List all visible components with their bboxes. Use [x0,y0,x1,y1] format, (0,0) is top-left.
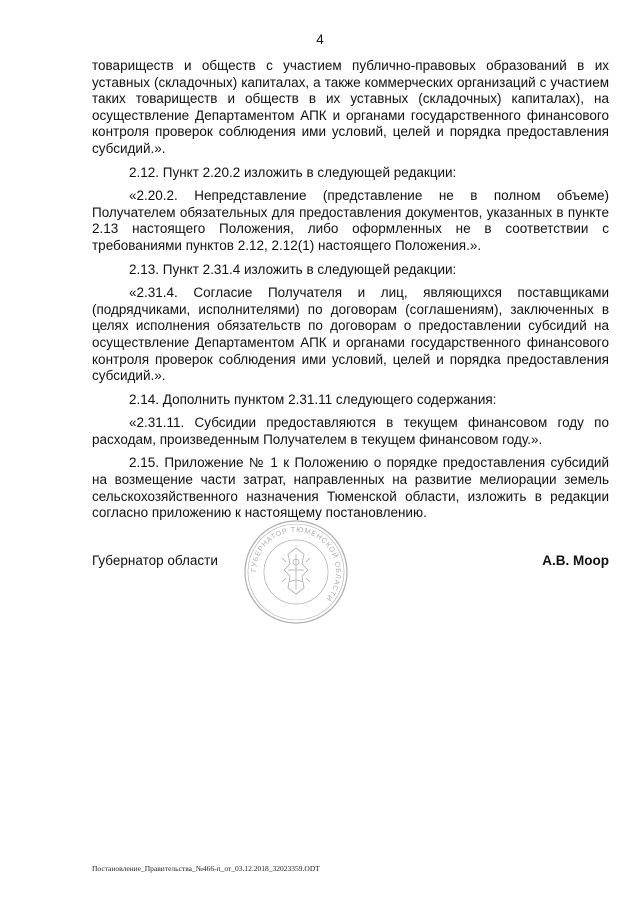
paragraph-quote-2-31-11: «2.31.11. Субсидии предоставляются в текущем финансовом году по расходам, произведенным Получателем в текущем финансовом году.». [92,415,609,447]
document-body [92,58,609,522]
signatory-name: А.В. Моор [542,553,609,568]
paragraph-quote-2-31-4: «2.31.4. Согласие Получателя и лиц, являющихся поставщиками (подрядчиками, исполнителями) по договорам (соглашениям), заключенных в целях исполнения обязательств по договорам о предоставлении субсидий на осуществление Департаментом АПК и органами государственного финансового контроля проверок соблюдения ими условий, целей и порядка предоставления субсидий.». [92,285,609,384]
paragraph-item-2-13: 2.13. Пункт 2.31.4 изложить в следующей редакции: [129,261,457,277]
page-number: 4 [316,32,324,47]
paragraph-item-2-12: 2.12. Пункт 2.20.2 изложить в следующей редакции: [129,164,457,180]
paragraph-item-2-14: 2.14. Дополнить пунктом 2.31.11 следующего содержания: [129,391,497,407]
svg-text:ГУБЕРНАТОР ТЮМЕНСКОЙ ОБЛАСТИ: ГУБЕРНАТОР ТЮМЕНСКОЙ ОБЛАСТИ [248,524,344,604]
signatory-position: Губернатор области [92,553,218,568]
paragraph-continuation: товариществ и обществ с участием публично-правовых образований в их уставных (складочных) капиталах, а также коммерческих организаций с участием таких товариществ и обществ в их уставных (складочных) капиталах), на осуществление Департаментом АПК и органами государственного финансового контроля проверок соблюдения ими условий, целей и порядка предоставления субсидий.». [92,58,609,156]
paragraph-item-2-15: 2.15. Приложение № 1 к Положению о порядке предоставления субсидий на возмещение части затрат, направленных на развитие мелиорации земель сельскохозяйственного назначения Тюменской области, изложить в редакции согласно приложению к настоящему постановлению. [92,455,609,521]
signature-block [92,553,609,573]
paragraph-quote-2-20-2: «2.20.2. Непредставление (представление не в полном объеме) Получателем обязательных для предоставления документов, указанных в пункте 2.13 настоящего Положения, либо оформленных не в соответствии с требованиями пунктов 2.12, 2.12(1) настоящего Положения.». [92,188,609,253]
document-footer-filename: Постановление_Правительства_№466-п_от_03.12.2018_32023359.ODT [92,864,320,873]
